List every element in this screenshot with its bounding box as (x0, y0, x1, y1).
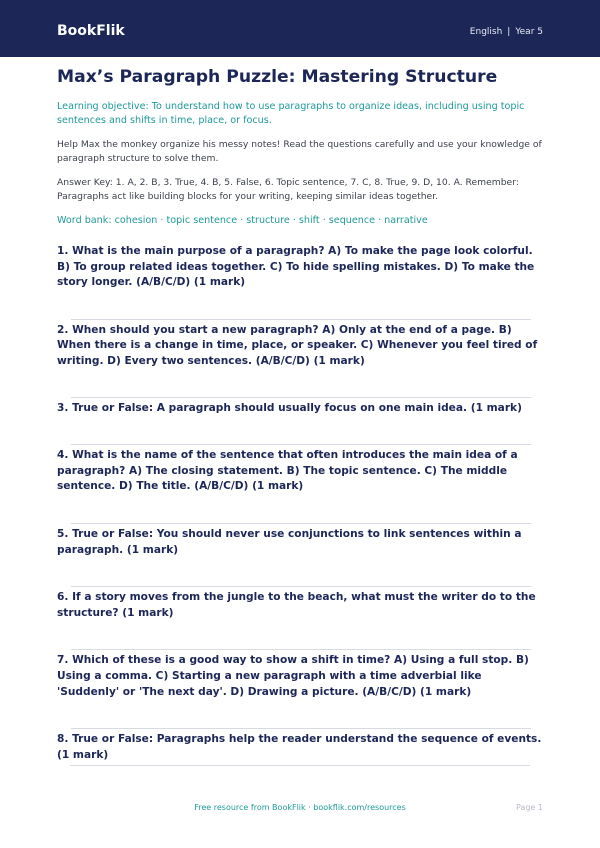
question-8: 8. True or False: Paragraphs help the reader understand the sequence of events. (1 mark) (57, 733, 542, 761)
question-2: 2. When should you start a new paragraph? A) Only at the end of a page. B) When there is a change in time, place, or speaker. C) Whenever you feel tired of writing. D) Every two sentences. (A/B/C/D) (1 mark) (57, 323, 538, 367)
answer-line-7[interactable] (71, 728, 531, 729)
worksheet-title: Max’s Paragraph Puzzle: Mastering Structure (57, 67, 498, 87)
question-3: 3. True or False: A paragraph should usually focus on one main idea. (1 mark) (57, 401, 522, 414)
meta-separator: | (507, 27, 511, 37)
learning-objective: Learning objective: To understand how to use paragraphs to organize ideas, including using topic sentences and shifts in time, place, or focus. (57, 101, 525, 126)
intro-text: Help Max the monkey organize his messy notes! Read the questions carefully and use your knowledge of paragraph structure to solve them. (57, 139, 542, 164)
page-number: Page 1 (516, 803, 543, 812)
question-4: 4. What is the name of the sentence that often introduces the main idea of a paragraph? A) The closing statement. B) The topic sentence. C) The middle sentence. D) The title. (A/B/C/D) (1 mark) (57, 449, 518, 493)
footer-text[interactable]: Free resource from BookFlik · bookflik.com/resources (194, 803, 406, 812)
header-meta (470, 26, 543, 38)
question-6: 6. If a story moves from the jungle to the beach, what must the writer do to the structure? (1 mark) (57, 591, 536, 619)
answer-line-1[interactable] (71, 319, 531, 320)
answer-line-5[interactable] (71, 586, 531, 587)
footer-divider (70, 765, 530, 766)
worksheet-content (57, 66, 543, 763)
question-1: 1. What is the main purpose of a paragraph? A) To make the page look colorful. B) To group related ideas together. C) To hide spelling mistakes. D) To make the story longer. (A/B/C/D) (1 mark) (57, 245, 535, 289)
answer-line-3[interactable] (71, 444, 531, 445)
page-header (0, 0, 600, 57)
answer-line-2[interactable] (71, 397, 531, 398)
question-5: 5. True or False: You should never use conjunctions to link sentences within a paragraph. (1 mark) (57, 527, 522, 556)
brand-logo-text[interactable]: BookFlik (57, 23, 125, 39)
answer-line-4[interactable] (71, 523, 531, 524)
answer-line-6[interactable] (71, 649, 531, 650)
subject-label: English (469, 27, 503, 37)
answer-key: Answer Key: 1. A, 2. B, 3. True, 4. B, 5. False, 6. Topic sentence, 7. C, 8. True, 9. D, 10. A. Remember: Paragraphs act like building blocks for your writing, keeping similar ideas together. (57, 177, 519, 202)
question-7: 7. Which of these is a good way to show a shift in time? A) Using a full stop. B) Using a comma. C) Starting a new paragraph with a time adverbial like 'Suddenly' or 'The next day'. D) Drawing a picture. (A/B/C/D) (1 mark) (57, 654, 529, 698)
year-label: Year 5 (515, 27, 543, 37)
word-bank: Word bank: cohesion · topic sentence · structure · shift · sequence · narrative (57, 215, 428, 226)
